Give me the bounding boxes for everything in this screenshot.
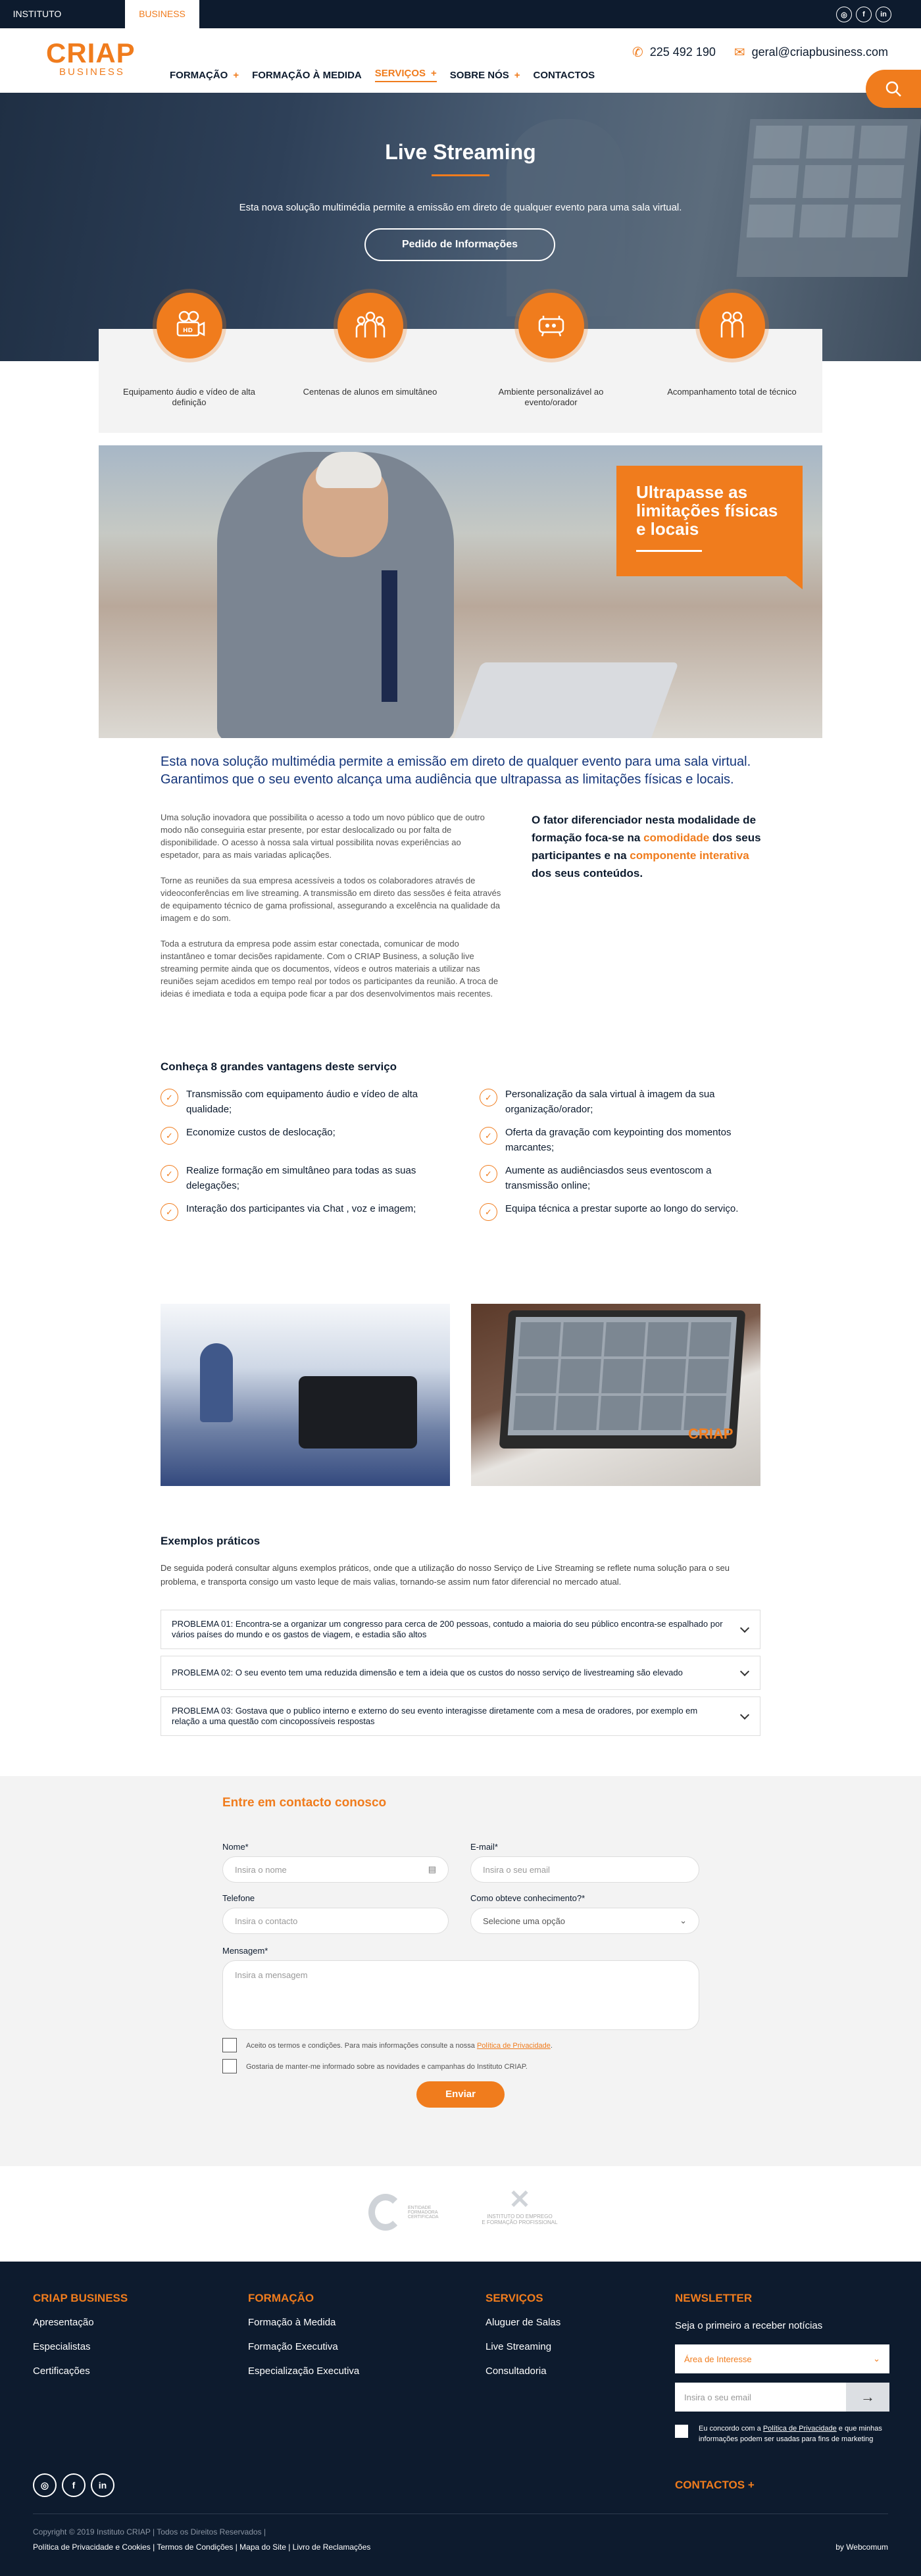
examples-title: Exemplos práticos [161, 1535, 261, 1547]
terms-label: Aceito os termos e condições. Para mais informações consulte a nossa Política de Privacidade. [246, 2042, 553, 2050]
search-button[interactable] [866, 70, 921, 108]
phone-label: Telefone [222, 1893, 255, 1903]
certified-entity-logo: ENTIDADE FORMADORA CERTIFICADA [368, 2186, 434, 2239]
header-email[interactable]: ✉ geral@criapbusiness.com [734, 45, 888, 60]
title-underline [432, 174, 489, 176]
footer-col-criap: CRIAP BUSINESS Apresentação Especialistas Certificações [33, 2292, 128, 2377]
tab-instituto[interactable]: INSTITUTO [12, 9, 62, 19]
contact-form-title: Entre em contacto conosco [222, 1796, 387, 1810]
conference-camera-photo [161, 1304, 450, 1486]
footer-link[interactable]: Aluguer de Salas [485, 2317, 561, 2328]
nav-item-formacao[interactable]: FORMAÇÃO + [170, 69, 239, 81]
feature-label: Equipamento áudio e vídeo de alta definição [123, 387, 255, 407]
chevron-down-icon: ⌄ [680, 1916, 687, 1925]
nav-item-sobre-nos[interactable]: SOBRE NÓS + [449, 69, 520, 81]
header-contacts [632, 44, 888, 61]
newsletter-form [675, 2383, 889, 2412]
support-people-icon [699, 293, 765, 359]
newsletter-subtitle: Seja o primeiro a receber notícias [675, 2320, 823, 2331]
footer-col-servicos: SERVIÇOS Aluguer de Salas Live Streaming Consultadoria [485, 2292, 561, 2377]
linkedin-icon[interactable]: in [876, 7, 891, 22]
top-social-links [836, 7, 891, 22]
footer-link[interactable]: Formação à Medida [248, 2317, 336, 2328]
hero-banner [0, 93, 921, 361]
newsletter-consent-checkbox[interactable] [675, 2425, 688, 2438]
group-people-icon [337, 293, 403, 359]
iefp-logo: ✕ INSTITUTO DO EMPREGO E FORMAÇÃO PROFISSIONAL [482, 2185, 558, 2225]
privacy-policy-link[interactable]: Política de Privacidade [476, 2042, 551, 2050]
name-input[interactable]: Insira o nome ▤ [222, 1856, 449, 1883]
interest-area-select[interactable]: Área de Interesse ⌄ [675, 2344, 889, 2373]
promo-callout [616, 466, 803, 576]
nav-item-servicos[interactable]: SERVIÇOS + [375, 68, 437, 82]
footer-link[interactable]: Especialização Executiva [248, 2365, 360, 2377]
body-text [161, 811, 503, 1013]
mail-icon: ✉ [734, 45, 745, 60]
projector-icon [518, 293, 584, 359]
list-item: ✓ Oferta da gravação com keypointing dos momentos marcantes; [480, 1125, 766, 1155]
features-strip [99, 329, 822, 433]
feature-label: Acompanhamento total de técnico [667, 387, 797, 397]
footer-link[interactable]: Live Streaming [485, 2341, 552, 2352]
page-title: Live Streaming [385, 140, 536, 164]
terms-checkbox[interactable] [222, 2038, 237, 2052]
request-info-button[interactable]: Pedido de Informações [364, 228, 555, 261]
list-item: ✓ Equipa técnica a prestar suporte ao longo do serviço. [480, 1201, 766, 1221]
promo-text: Ultrapasse as limitações físicas e locais [636, 482, 778, 539]
chevron-down-icon [740, 1667, 749, 1676]
logo-main: CRIAP [46, 37, 136, 68]
footer-link[interactable]: Especialistas [33, 2341, 91, 2352]
nav-item-formacao-medida[interactable]: FORMAÇÃO À MEDIDA [252, 69, 362, 81]
logo-sub: BUSINESS [59, 66, 125, 78]
privacy-policy-link[interactable]: Política de Privacidade [762, 2425, 837, 2433]
footer-link[interactable]: Apresentação [33, 2317, 94, 2328]
facebook-icon[interactable]: f [62, 2473, 86, 2497]
source-label: Como obteve conhecimento?* [470, 1893, 585, 1903]
message-textarea[interactable]: Insira a mensagem [222, 1960, 699, 2030]
footer-link[interactable]: Certificações [33, 2365, 90, 2377]
check-icon: ✓ [480, 1203, 497, 1221]
accordion-item[interactable]: PROBLEMA 02: O seu evento tem uma reduzida dimensão e tem a ideia que os custos do nosso serviço de livestreaming são elevado [161, 1656, 760, 1690]
feature-label: Centenas de alunos em simultâneo [303, 387, 437, 397]
differentiator-quote: O fator diferenciador nesta modalidade de formação foca-se na comodidade dos seus participantes e na componente interativa dos seus conteúdos. [532, 814, 761, 879]
phone-input[interactable]: Insira o contacto [222, 1908, 449, 1934]
top-bar [0, 0, 921, 28]
list-item: ✓ Personalização da sala virtual à imagem da sua organização/orador; [480, 1087, 766, 1117]
email-label: E-mail* [470, 1842, 498, 1852]
newsletter-label: Gostaria de manter-me informado sobre as novidades e campanhas do Instituto CRIAP. [246, 2063, 528, 2071]
logo[interactable] [46, 37, 136, 78]
lead-text: Esta nova solução multimédia permite a emissão em direto de qualquer evento para uma sala virtual. Garantimos que o seu evento alcança uma audiência que ultrapassa as limitações físicas e locais. [161, 755, 751, 787]
facebook-icon[interactable]: f [856, 7, 872, 22]
copyright: Copyright © 2019 Instituto CRIAP | Todos os Direitos Reservados | [33, 2527, 266, 2537]
site-footer [0, 2262, 921, 2576]
legal-links[interactable]: Política de Privacidade e Cookies | Termos de Condições | Mapa do Site | Livro de Reclamações [33, 2542, 371, 2552]
paragraph: Toda a estrutura da empresa pode assim estar conectada, comunicar de modo instantâneo e tomar decisões rapidamente. Com o CRIAP Business, a solução live streaming permite ainda que os documentos, vídeos e outros materiais a utilizar nas reuniões sejam acedidos em tempo real por todos os participantes da reunião. A troca de ideias é imediata e toda a equipa pode ficar a par dos desenvolvimentos mais recentes. [161, 939, 499, 999]
feature-item [99, 329, 280, 433]
name-label: Nome* [222, 1842, 249, 1852]
arrow-right-icon: → [860, 2389, 875, 2405]
criap-screen-logo: CRIAP [688, 1425, 734, 1442]
list-item: ✓ Interação dos participantes via Chat , voz e imagem; [161, 1201, 447, 1221]
footer-col-formacao: FORMAÇÃO Formação à Medida Formação Executiva Especialização Executiva [248, 2292, 360, 2377]
newsletter-consent-label: Eu concordo com a Política de Privacidade e que minhas informações podem ser usadas para fins de marketing [699, 2425, 882, 2443]
examples-intro: De seguida poderá consultar alguns exemplos práticos, onde que a utilização do nosso Serviço de Live Streaming se reflete numa solução para o seu problema, e transporta consigo um vasto leque de mais valias, tornando-se assim num fator diferencial no mercado atual. [161, 1563, 730, 1587]
feature-item [460, 329, 641, 433]
laptop-videoconference-photo [471, 1304, 760, 1486]
check-icon: ✓ [161, 1165, 178, 1183]
accordion-item[interactable]: PROBLEMA 01: Encontra-se a organizar um congresso para cerca de 200 pessoas, contudo a maioria do seu público encontra-se espalhado por vários países do mundo e os gastos de viagem, e estadia são altos [161, 1610, 760, 1649]
search-icon [884, 80, 903, 98]
video-camera-hd-icon [157, 293, 222, 359]
newsletter-submit-button[interactable] [846, 2383, 889, 2412]
chevron-down-icon [740, 1623, 749, 1633]
list-item: ✓ Realize formação em simultâneo para todas as suas delegações; [161, 1163, 447, 1193]
email-input[interactable]: Insira o seu email [470, 1856, 699, 1883]
tab-business[interactable]: BUSINESS [125, 0, 199, 28]
contact-card-icon: ▤ [428, 1864, 436, 1874]
paragraph: Uma solução inovadora que possibilita o acesso a todo um novo público que de outro modo não conseguiria estar presente, por estar deslocalizado ou por falta de disponibilidade. O acesso à nossa sala virtual possibilita novas experiências ao espetador, para as mais variadas aplicações. [161, 812, 485, 860]
accordion-item[interactable]: PROBLEMA 03: Gostava que o publico interno e externo do seu evento interagisse diretamente com a mesa de oradores, por exemplo em relação a uma questão com cincopossíveis respostas [161, 1697, 760, 1736]
footer-col-newsletter: NEWSLETTER [675, 2292, 753, 2304]
instagram-icon[interactable]: ◎ [33, 2473, 57, 2497]
instagram-icon[interactable]: ◎ [836, 7, 852, 22]
check-icon: ✓ [480, 1089, 497, 1106]
footer-link[interactable]: Formação Executiva [248, 2341, 338, 2352]
source-select[interactable]: Selecione uma opção ⌄ [470, 1908, 699, 1934]
advantages-list [161, 1087, 766, 1221]
check-icon: ✓ [161, 1203, 178, 1221]
check-icon: ✓ [480, 1165, 497, 1183]
svg-text:HD: HD [182, 328, 193, 334]
hero-subtitle: Esta nova solução multimédia permite a emissão em direto de qualquer evento para uma sala virtual. [239, 202, 682, 213]
submit-button[interactable]: Enviar [416, 2081, 505, 2108]
feature-item [641, 329, 822, 433]
feature-label: Ambiente personalizável ao evento/orador [498, 387, 604, 407]
list-item: ✓ Economize custos de deslocação; [161, 1125, 447, 1155]
main-nav [170, 68, 608, 82]
footer-link[interactable]: Consultadoria [485, 2365, 547, 2377]
check-icon: ✓ [480, 1127, 497, 1145]
footer-social-links [33, 2473, 114, 2497]
message-label: Mensagem* [222, 1946, 268, 1956]
partners-strip [0, 2166, 921, 2262]
list-item: ✓ Aumente as audiênciasdos seus eventoscom a transmissão online; [480, 1163, 766, 1193]
linkedin-icon[interactable]: in [91, 2473, 114, 2497]
chevron-down-icon: ⌄ [873, 2354, 880, 2364]
check-icon: ✓ [161, 1127, 178, 1145]
paragraph: Torne as reuniões da sua empresa acessíveis a todos os colaboradores através de videoconferências em live streaming. A transmissão em direto das sessões é feita através de equipamento técnico de gama profissional, assegurando a excelência na qualidade da imagem e do som. [161, 876, 501, 923]
phone-icon: ✆ [632, 45, 643, 60]
list-item: ✓ Transmissão com equipamento áudio e vídeo de alta qualidade; [161, 1087, 447, 1117]
advantages-title: Conheça 8 grandes vantagens deste serviço [161, 1060, 397, 1073]
newsletter-email-input[interactable]: Insira o seu email [675, 2383, 846, 2412]
feature-item [280, 329, 460, 433]
footer-contacts-link[interactable]: CONTACTOS + [675, 2479, 755, 2491]
site-header [0, 28, 921, 93]
newsletter-checkbox[interactable] [222, 2059, 237, 2073]
chevron-down-icon [740, 1710, 749, 1720]
header-phone[interactable]: ✆ 225 492 190 [632, 45, 716, 60]
nav-item-contactos[interactable]: CONTACTOS [533, 69, 595, 81]
check-icon: ✓ [161, 1089, 178, 1106]
developer-credit[interactable]: by Webcomum [835, 2542, 888, 2552]
